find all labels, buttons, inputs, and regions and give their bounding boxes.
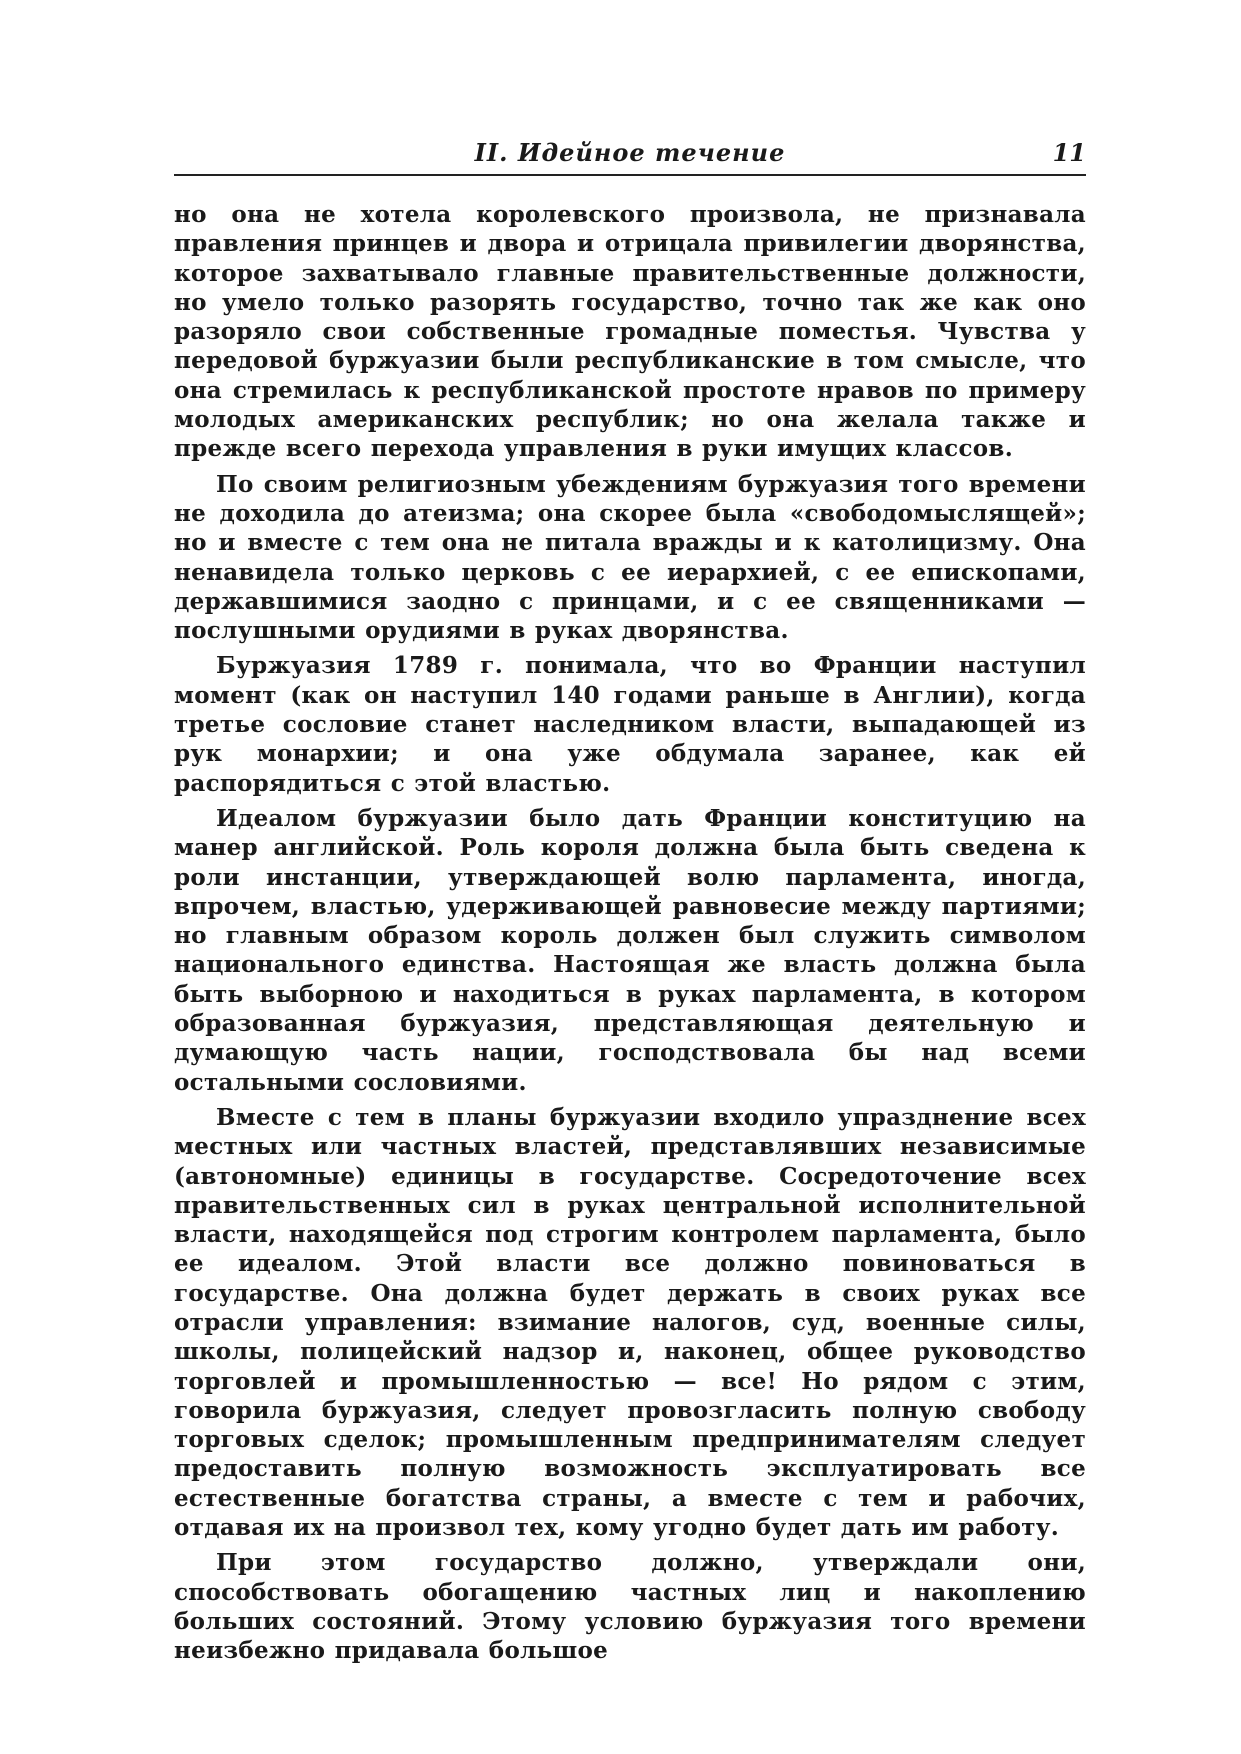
paragraph: По своим религиозным убеждениям буржуазия того времени не доходила до атеизма; она скорее была «свободомыслящей»; но и вместе с тем она не питала вражды и к католицизму. Она ненавидела только церковь с ее иерархией, с ее епископами, державшимися заодно с принцами, и с ее священниками — послушными орудиями в руках дворянства. — [174, 470, 1086, 645]
page-number: 11 — [1052, 138, 1086, 167]
paragraph: Идеалом буржуазии было дать Франции конституцию на манер английской. Роль короля должна была быть сведена к роли инстанции, утверждающей волю парламента, иногда, впрочем, властью, удерживающей равновесие между партиями; но главным образом король должен был служить символом национального единства. Настоящая же власть должна была быть выборною и находиться в руках парламента, в котором образованная буржуазия, представляющая деятельную и думающую часть нации, господствовала бы над всеми остальными сословиями. — [174, 804, 1086, 1096]
paragraph: Буржуазия 1789 г. понимала, что во Франции наступил момент (как он наступил 140 годами раньше в Англии), когда третье сословие станет наследником власти, выпадающей из рук монархии; и она уже обдумала заранее, как ей распорядиться с этой властью. — [174, 652, 1086, 797]
paragraph: Вместе с тем в планы буржуазии входило упразднение всех местных или частных властей, представлявших независимые (автономные) единицы в государстве. Сосредоточение всех правительственных сил в руках центральной исполнительной власти, находящейся под строгим контролем парламента, было ее идеалом. Этой власти все должно повиноваться в государстве. Она должна будет держать в своих руках все отрасли управления: взимание налогов, суд, военные силы, школы, полицейский надзор и, наконец, общее руководство торговлей и промышленностью — все! Но рядом с этим, говорила буржуазия, следует провозгласить полную свободу торговых сделок; промышленным предпринимателям следует предоставить полную возможность эксплуатировать все естественные богатства страны, а вместе с тем и рабочих, отдавая их на произвол тех, кому угодно будет дать им работу. — [174, 1103, 1086, 1542]
running-header — [174, 138, 1086, 176]
paragraph: но она не хотела королевского произвола, не признавала правления принцев и двора и отрицала привилегии дворянства, которое захватывало главные правительственные должности, но умело только разорять государство, точно так же как оно разоряло свои собственные громадные поместья. Чувства у передовой буржуазии были республиканские в том смысле, что она стремилась к республиканской простоте нравов по примеру молодых американских республик; но она желала также и прежде всего перехода управления в руки имущих классов. — [174, 201, 1086, 463]
body-text — [174, 200, 1086, 1666]
paragraph: При этом государство должно, утверждали они, способствовать обогащению частных лиц и накоплению больших состояний. Этому условию буржуазия того времени неизбежно придавала большое — [174, 1549, 1086, 1665]
chapter-title: II. Идейное течение — [474, 138, 786, 167]
book-page — [174, 138, 1086, 1666]
